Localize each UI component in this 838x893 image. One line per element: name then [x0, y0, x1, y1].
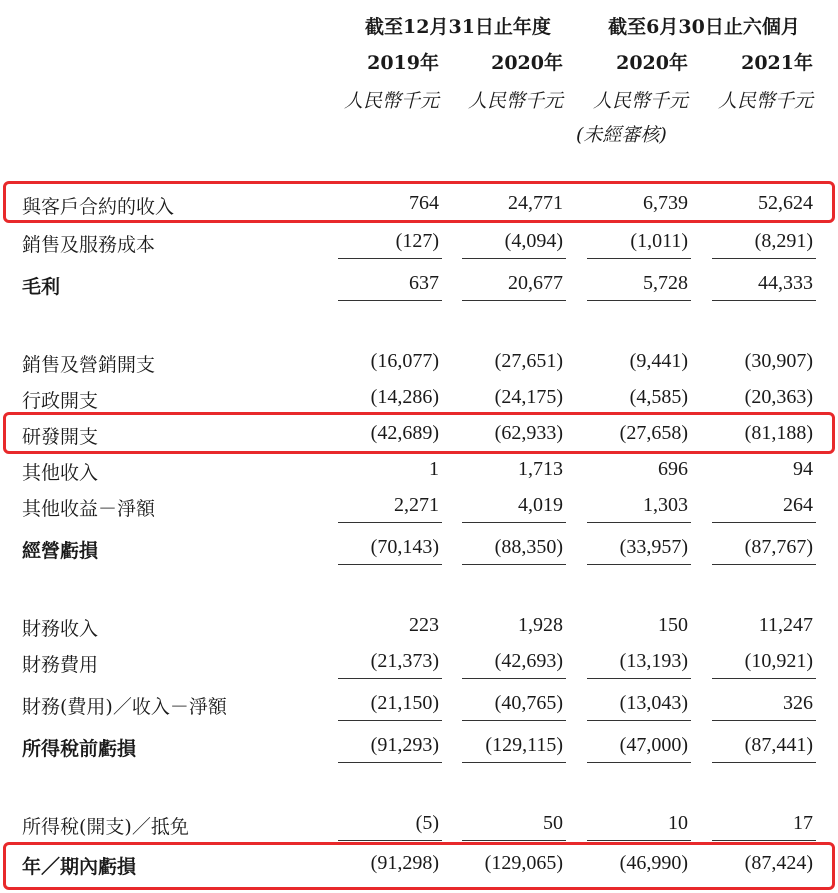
- subtotal-rule: [338, 720, 442, 721]
- cell-2021-h1: (87,441): [744, 734, 813, 756]
- subtotal-rule: [712, 678, 816, 679]
- cell-2020-fy: 20,677: [508, 272, 563, 294]
- cell-2020-h1: (13,193): [619, 650, 688, 672]
- cell-2021-h1: 44,333: [758, 272, 813, 294]
- cell-2019: 764: [409, 192, 439, 214]
- table-row-selling-expenses: [0, 346, 838, 378]
- unit-label: 人民幣千元: [343, 90, 439, 112]
- subtotal-rule: [587, 840, 691, 841]
- cell-2020-h1: (1,011): [630, 230, 688, 252]
- cell-2020-h1: 5,728: [643, 272, 688, 294]
- subtotal-rule: [338, 840, 442, 841]
- unit-label: 人民幣千元: [717, 90, 813, 112]
- cell-2021-h1: (30,907): [744, 350, 813, 372]
- table-row-other-income: [0, 454, 838, 486]
- cell-2019: 637: [409, 272, 439, 294]
- table-row-loss-before-tax: [0, 730, 838, 762]
- subtotal-rule: [462, 762, 566, 763]
- row-label: 研發開支: [22, 426, 99, 448]
- cell-2019: (42,689): [370, 422, 439, 444]
- cell-2021-h1: (8,291): [754, 230, 813, 252]
- cell-2020-h1: (33,957): [619, 536, 688, 558]
- table-row-income-tax: [0, 808, 838, 840]
- table-row-cost-of-sales: [0, 226, 838, 258]
- cell-2020-h1: (13,043): [619, 692, 688, 714]
- row-label: 所得稅(開支)／抵免: [22, 816, 189, 838]
- cell-2020-h1: (27,658): [619, 422, 688, 444]
- row-label: 與客戶合約的收入: [22, 196, 175, 218]
- cell-2019: (127): [395, 230, 439, 252]
- row-label: 行政開支: [22, 390, 99, 412]
- cell-2020-fy: (129,065): [484, 852, 563, 874]
- highlight-box-revenue: [3, 181, 835, 223]
- cell-2020-fy: 1,928: [518, 614, 563, 636]
- cell-2019: (21,373): [370, 650, 439, 672]
- year-header-2021-h1: 2021年: [741, 52, 813, 74]
- row-label: 年／期內虧損: [22, 856, 137, 878]
- subtotal-rule: [462, 720, 566, 721]
- cell-2020-fy: (4,094): [504, 230, 563, 252]
- cell-2021-h1: (20,363): [744, 386, 813, 408]
- highlight-box-loss-for-period: [3, 842, 835, 890]
- table-row-operating-loss: [0, 532, 838, 564]
- table-row-net-finance: [0, 688, 838, 720]
- cell-2020-h1: 6,739: [643, 192, 688, 214]
- subtotal-rule: [338, 300, 442, 301]
- row-label: 所得稅前虧損: [22, 738, 137, 760]
- cell-2020-fy: 1,713: [518, 458, 563, 480]
- cell-2020-fy: (88,350): [494, 536, 563, 558]
- cell-2020-h1: 696: [658, 458, 688, 480]
- cell-2021-h1: (87,767): [744, 536, 813, 558]
- year-header-2020-h1: 2020年: [616, 52, 688, 74]
- year-header-2019: 2019年: [367, 52, 439, 74]
- year-header-2020-fy: 2020年: [491, 52, 563, 74]
- cell-2020-h1: (46,990): [619, 852, 688, 874]
- subtotal-rule: [338, 258, 442, 259]
- cell-2021-h1: (81,188): [744, 422, 813, 444]
- table-row-finance-costs: [0, 646, 838, 678]
- unaudited-note: (未經審核): [576, 124, 667, 146]
- cell-2020-h1: 10: [668, 812, 688, 834]
- subtotal-rule: [587, 522, 691, 523]
- cell-2019: 223: [409, 614, 439, 636]
- cell-2020-fy: (40,765): [494, 692, 563, 714]
- cell-2021-h1: 52,624: [758, 192, 813, 214]
- subtotal-rule: [462, 300, 566, 301]
- cell-2021-h1: 326: [783, 692, 813, 714]
- row-label: 經營虧損: [22, 540, 99, 562]
- subtotal-rule: [338, 678, 442, 679]
- row-label: 銷售及服務成本: [22, 234, 156, 256]
- subtotal-rule: [587, 720, 691, 721]
- cell-2019: (70,143): [370, 536, 439, 558]
- cell-2020-h1: (47,000): [619, 734, 688, 756]
- cell-2020-h1: 1,303: [643, 494, 688, 516]
- table-row-other-gains: [0, 490, 838, 522]
- cell-2020-fy: 4,019: [518, 494, 563, 516]
- cell-2021-h1: 264: [783, 494, 813, 516]
- cell-2019: (91,298): [370, 852, 439, 874]
- cell-2020-h1: 150: [658, 614, 688, 636]
- cell-2021-h1: 17: [793, 812, 813, 834]
- subtotal-rule: [462, 840, 566, 841]
- subtotal-rule: [338, 762, 442, 763]
- unit-label: 人民幣千元: [467, 90, 563, 112]
- cell-2020-fy: (27,651): [494, 350, 563, 372]
- row-label: 財務(費用)／收入－淨額: [22, 696, 227, 718]
- subtotal-rule: [712, 762, 816, 763]
- subtotal-rule: [712, 522, 816, 523]
- subtotal-rule: [712, 258, 816, 259]
- cell-2019: (16,077): [370, 350, 439, 372]
- subtotal-rule: [587, 678, 691, 679]
- cell-2019: 2,271: [394, 494, 439, 516]
- subtotal-rule: [587, 564, 691, 565]
- subtotal-rule: [338, 522, 442, 523]
- subtotal-rule: [587, 300, 691, 301]
- cell-2021-h1: (10,921): [744, 650, 813, 672]
- row-label: 銷售及營銷開支: [22, 354, 156, 376]
- cell-2019: (14,286): [370, 386, 439, 408]
- subtotal-rule: [462, 678, 566, 679]
- subtotal-rule: [462, 258, 566, 259]
- table-row-gross-profit: [0, 268, 838, 300]
- cell-2020-fy: (129,115): [485, 734, 563, 756]
- cell-2021-h1: 11,247: [758, 614, 813, 636]
- subtotal-rule: [338, 564, 442, 565]
- cell-2020-fy: 50: [543, 812, 563, 834]
- table-row-finance-income: [0, 610, 838, 642]
- row-label: 其他收益－淨額: [22, 498, 156, 520]
- row-label: 毛利: [22, 276, 61, 298]
- subtotal-rule: [462, 522, 566, 523]
- period-header-six-months: 截至6月30日止六個月: [608, 16, 800, 38]
- cell-2019: 1: [429, 458, 439, 480]
- cell-2019: (5): [415, 812, 439, 834]
- cell-2020-fy: (24,175): [494, 386, 563, 408]
- subtotal-rule: [462, 564, 566, 565]
- period-header-fiscal-year: 截至12月31日止年度: [365, 16, 551, 38]
- cell-2019: (21,150): [370, 692, 439, 714]
- cell-2020-h1: (4,585): [629, 386, 688, 408]
- cell-2021-h1: (87,424): [744, 852, 813, 874]
- cell-2020-h1: (9,441): [629, 350, 688, 372]
- subtotal-rule: [712, 564, 816, 565]
- highlight-box-rd-expenses: [3, 412, 835, 454]
- subtotal-rule: [587, 762, 691, 763]
- row-label: 其他收入: [22, 462, 99, 484]
- cell-2019: (91,293): [370, 734, 439, 756]
- subtotal-rule: [712, 720, 816, 721]
- subtotal-rule: [712, 300, 816, 301]
- subtotal-rule: [712, 840, 816, 841]
- subtotal-rule: [587, 258, 691, 259]
- cell-2021-h1: 94: [793, 458, 813, 480]
- row-label: 財務收入: [22, 618, 99, 640]
- cell-2020-fy: (62,933): [494, 422, 563, 444]
- unit-label: 人民幣千元: [592, 90, 688, 112]
- cell-2020-fy: (42,693): [494, 650, 563, 672]
- row-label: 財務費用: [22, 654, 99, 676]
- cell-2020-fy: 24,771: [508, 192, 563, 214]
- table-row-admin-expenses: [0, 382, 838, 414]
